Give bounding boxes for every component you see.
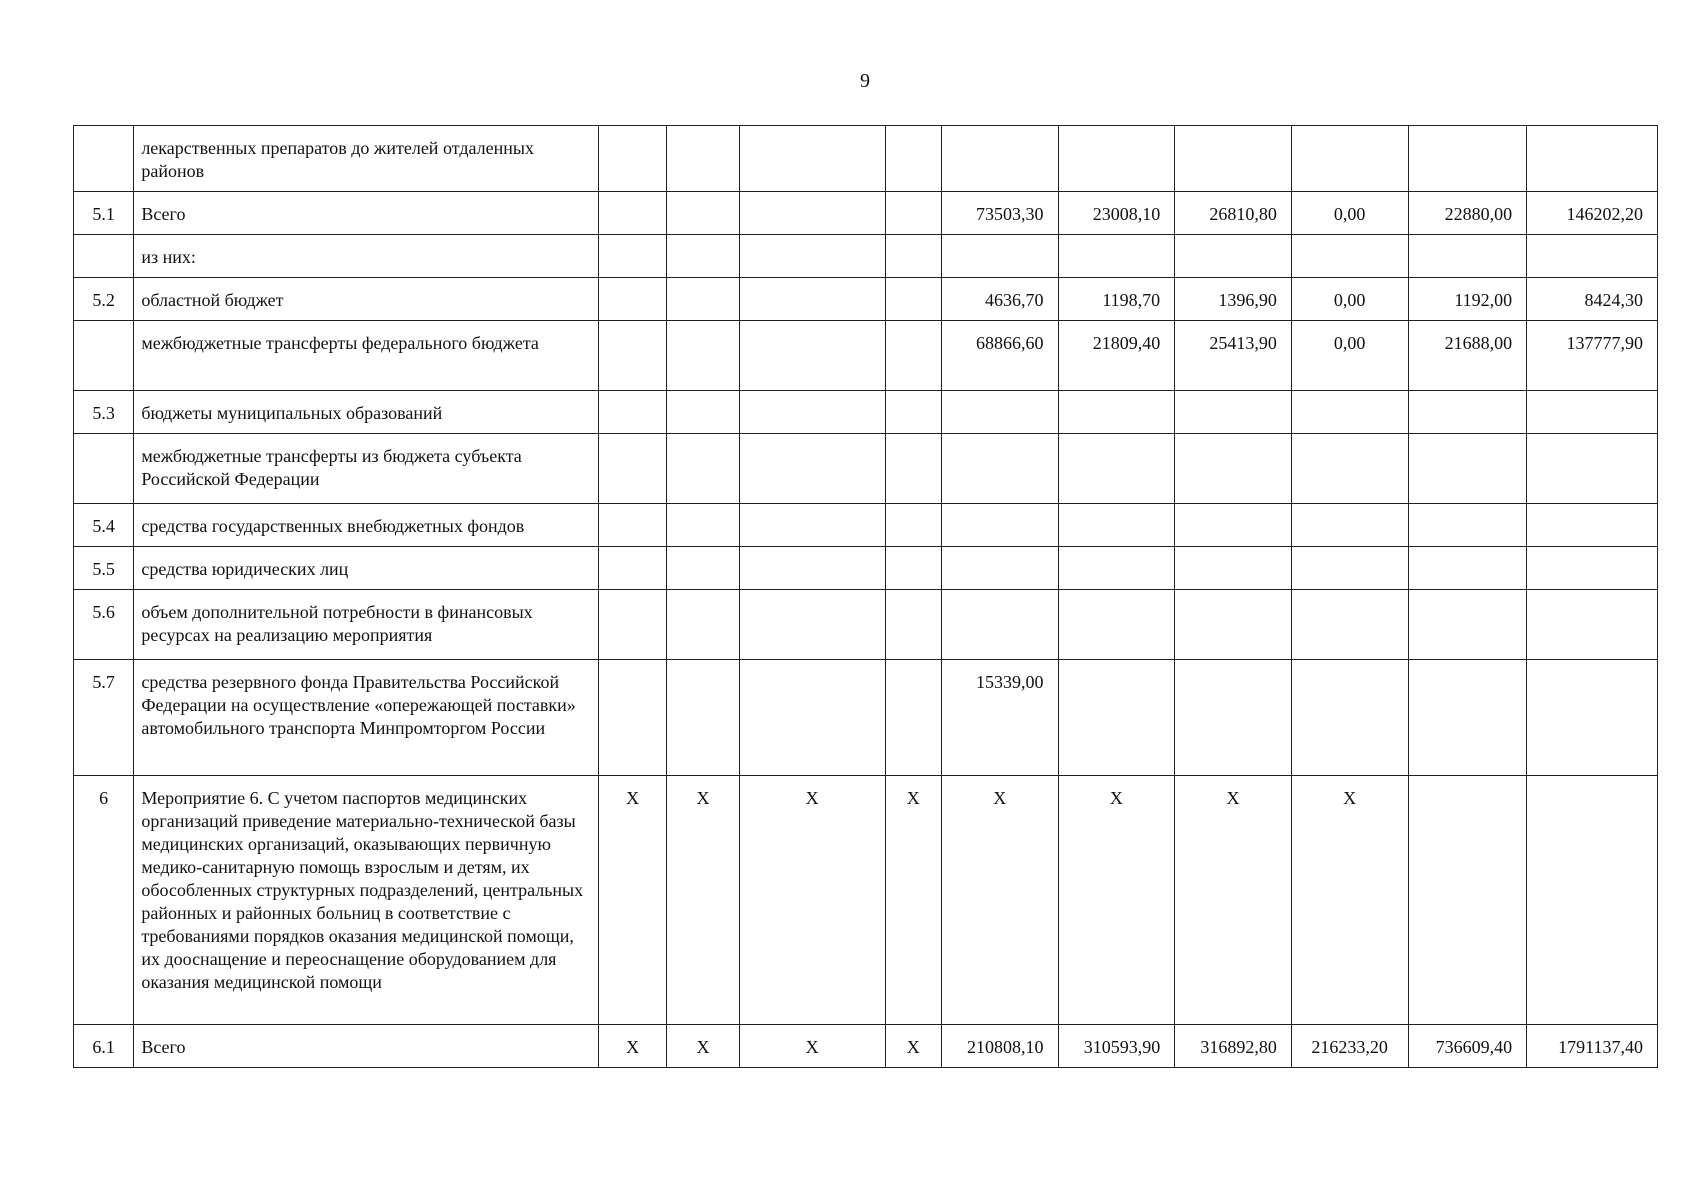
table-row — [74, 235, 1658, 278]
cell: 21809,40 — [1058, 321, 1175, 391]
cell — [1175, 391, 1292, 434]
cell: X — [1291, 776, 1408, 1025]
table-row — [74, 504, 1658, 547]
table-row — [74, 321, 1658, 391]
row-number: 5.6 — [74, 590, 134, 660]
cell — [1527, 776, 1658, 1025]
cell: 216233,20 — [1291, 1025, 1408, 1068]
cell — [941, 391, 1058, 434]
cell — [739, 590, 885, 660]
cell — [739, 434, 885, 504]
cell — [1408, 776, 1527, 1025]
cell — [1058, 235, 1175, 278]
cell — [885, 434, 941, 504]
table-row — [74, 1025, 1658, 1068]
cell — [1408, 126, 1527, 192]
cell — [739, 504, 885, 547]
cell — [598, 126, 666, 192]
cell — [1291, 126, 1408, 192]
row-number: 5.1 — [74, 192, 134, 235]
cell — [1058, 547, 1175, 590]
row-label: Всего — [134, 192, 599, 235]
cell — [885, 235, 941, 278]
row-label: средства государственных внебюджетных фондов — [134, 504, 599, 547]
cell — [1291, 590, 1408, 660]
cell — [739, 192, 885, 235]
cell — [885, 590, 941, 660]
page-number: 9 — [860, 70, 870, 92]
table-row — [74, 660, 1658, 776]
row-number — [74, 126, 134, 192]
cell — [667, 504, 739, 547]
cell — [1527, 235, 1658, 278]
cell — [1175, 547, 1292, 590]
cell — [941, 590, 1058, 660]
cell — [739, 278, 885, 321]
cell — [598, 391, 666, 434]
cell — [1408, 434, 1527, 504]
cell: 26810,80 — [1175, 192, 1292, 235]
row-label: межбюджетные трансферты из бюджета субъекта Российской Федерации — [134, 434, 599, 504]
cell — [739, 547, 885, 590]
row-label: Мероприятие 6. С учетом паспортов медицинских организаций приведение материально-технической базы медицинских организаций, оказывающих первичную медико-санитарную помощь взрослым и детям, их обособленных структурных подразделений, центральных районных и районных больниц в соответствие с требованиями порядков оказания медицинской помощи, их дооснащение и переоснащение оборудованием для оказания медицинской помощи — [134, 776, 599, 1025]
cell: 22880,00 — [1408, 192, 1527, 235]
cell: X — [941, 776, 1058, 1025]
cell — [1058, 660, 1175, 776]
row-label: объем дополнительной потребности в финансовых ресурсах на реализацию мероприятия — [134, 590, 599, 660]
cell — [1527, 660, 1658, 776]
cell — [1175, 590, 1292, 660]
cell: 1791137,40 — [1527, 1025, 1658, 1068]
cell: 736609,40 — [1408, 1025, 1527, 1068]
cell — [1175, 504, 1292, 547]
table-row — [74, 547, 1658, 590]
budget-table — [73, 125, 1658, 1068]
cell — [667, 547, 739, 590]
row-number: 5.5 — [74, 547, 134, 590]
cell — [739, 126, 885, 192]
cell: 210808,10 — [941, 1025, 1058, 1068]
cell — [739, 235, 885, 278]
cell — [885, 504, 941, 547]
cell: 0,00 — [1291, 321, 1408, 391]
cell — [739, 321, 885, 391]
cell — [1291, 434, 1408, 504]
cell: X — [739, 776, 885, 1025]
cell: 1198,70 — [1058, 278, 1175, 321]
cell — [1408, 547, 1527, 590]
row-number: 5.7 — [74, 660, 134, 776]
cell — [667, 192, 739, 235]
cell — [1058, 590, 1175, 660]
cell: 137777,90 — [1527, 321, 1658, 391]
cell: X — [1058, 776, 1175, 1025]
cell: 1192,00 — [1408, 278, 1527, 321]
cell: 15339,00 — [941, 660, 1058, 776]
cell — [885, 126, 941, 192]
cell — [598, 504, 666, 547]
cell — [885, 192, 941, 235]
cell — [598, 235, 666, 278]
cell — [667, 126, 739, 192]
row-number — [74, 434, 134, 504]
cell — [1291, 235, 1408, 278]
cell: X — [885, 1025, 941, 1068]
cell — [1408, 235, 1527, 278]
cell — [667, 321, 739, 391]
row-number — [74, 235, 134, 278]
cell — [598, 547, 666, 590]
cell: 68866,60 — [941, 321, 1058, 391]
cell — [667, 391, 739, 434]
row-label: средства резервного фонда Правительства Российской Федерации на осуществление «опережающей поставки» автомобильного транспорта Минпромторгом России — [134, 660, 599, 776]
cell — [598, 192, 666, 235]
row-label: из них: — [134, 235, 599, 278]
cell — [885, 660, 941, 776]
row-label: Всего — [134, 1025, 599, 1068]
cell — [941, 126, 1058, 192]
cell — [1527, 590, 1658, 660]
row-number: 6.1 — [74, 1025, 134, 1068]
row-number: 5.2 — [74, 278, 134, 321]
cell — [667, 434, 739, 504]
cell — [941, 504, 1058, 547]
cell — [1058, 126, 1175, 192]
cell — [1058, 391, 1175, 434]
cell — [1175, 235, 1292, 278]
cell: 23008,10 — [1058, 192, 1175, 235]
cell — [1175, 126, 1292, 192]
table-row — [74, 434, 1658, 504]
cell: X — [667, 776, 739, 1025]
cell: X — [885, 776, 941, 1025]
cell — [885, 278, 941, 321]
cell — [1175, 434, 1292, 504]
table-row — [74, 590, 1658, 660]
cell: 0,00 — [1291, 278, 1408, 321]
cell: X — [667, 1025, 739, 1068]
table-row — [74, 192, 1658, 235]
row-number: 5.4 — [74, 504, 134, 547]
cell — [1527, 547, 1658, 590]
cell: X — [1175, 776, 1292, 1025]
cell: X — [598, 776, 666, 1025]
table-row — [74, 278, 1658, 321]
cell — [1408, 590, 1527, 660]
cell — [1408, 504, 1527, 547]
cell — [941, 235, 1058, 278]
row-number: 6 — [74, 776, 134, 1025]
cell — [1058, 434, 1175, 504]
row-number — [74, 321, 134, 391]
table-row — [74, 126, 1658, 192]
cell — [1058, 504, 1175, 547]
cell — [885, 391, 941, 434]
table-row — [74, 776, 1658, 1025]
row-label: средства юридических лиц — [134, 547, 599, 590]
cell — [739, 391, 885, 434]
cell — [667, 590, 739, 660]
row-label: областной бюджет — [134, 278, 599, 321]
cell — [598, 321, 666, 391]
cell — [667, 235, 739, 278]
cell — [1291, 391, 1408, 434]
cell — [1175, 660, 1292, 776]
cell: 146202,20 — [1527, 192, 1658, 235]
cell — [598, 278, 666, 321]
cell: X — [739, 1025, 885, 1068]
cell — [1527, 391, 1658, 434]
cell — [885, 321, 941, 391]
cell — [1291, 660, 1408, 776]
cell: 21688,00 — [1408, 321, 1527, 391]
cell — [598, 590, 666, 660]
cell — [667, 660, 739, 776]
cell — [885, 547, 941, 590]
cell: 310593,90 — [1058, 1025, 1175, 1068]
cell — [1291, 547, 1408, 590]
cell: 316892,80 — [1175, 1025, 1292, 1068]
row-label: лекарственных препаратов до жителей отдаленных районов — [134, 126, 599, 192]
row-label: межбюджетные трансферты федерального бюджета — [134, 321, 599, 391]
cell — [1408, 660, 1527, 776]
cell — [1291, 504, 1408, 547]
cell — [1527, 434, 1658, 504]
row-number: 5.3 — [74, 391, 134, 434]
cell — [739, 660, 885, 776]
cell: 0,00 — [1291, 192, 1408, 235]
cell: 73503,30 — [941, 192, 1058, 235]
row-label: бюджеты муниципальных образований — [134, 391, 599, 434]
cell — [1408, 391, 1527, 434]
cell — [941, 547, 1058, 590]
table-row — [74, 391, 1658, 434]
cell — [598, 434, 666, 504]
cell: 25413,90 — [1175, 321, 1292, 391]
cell — [1527, 126, 1658, 192]
cell — [941, 434, 1058, 504]
cell: 1396,90 — [1175, 278, 1292, 321]
cell — [598, 660, 666, 776]
cell: 8424,30 — [1527, 278, 1658, 321]
cell — [1527, 504, 1658, 547]
cell: X — [598, 1025, 666, 1068]
cell: 4636,70 — [941, 278, 1058, 321]
cell — [667, 278, 739, 321]
